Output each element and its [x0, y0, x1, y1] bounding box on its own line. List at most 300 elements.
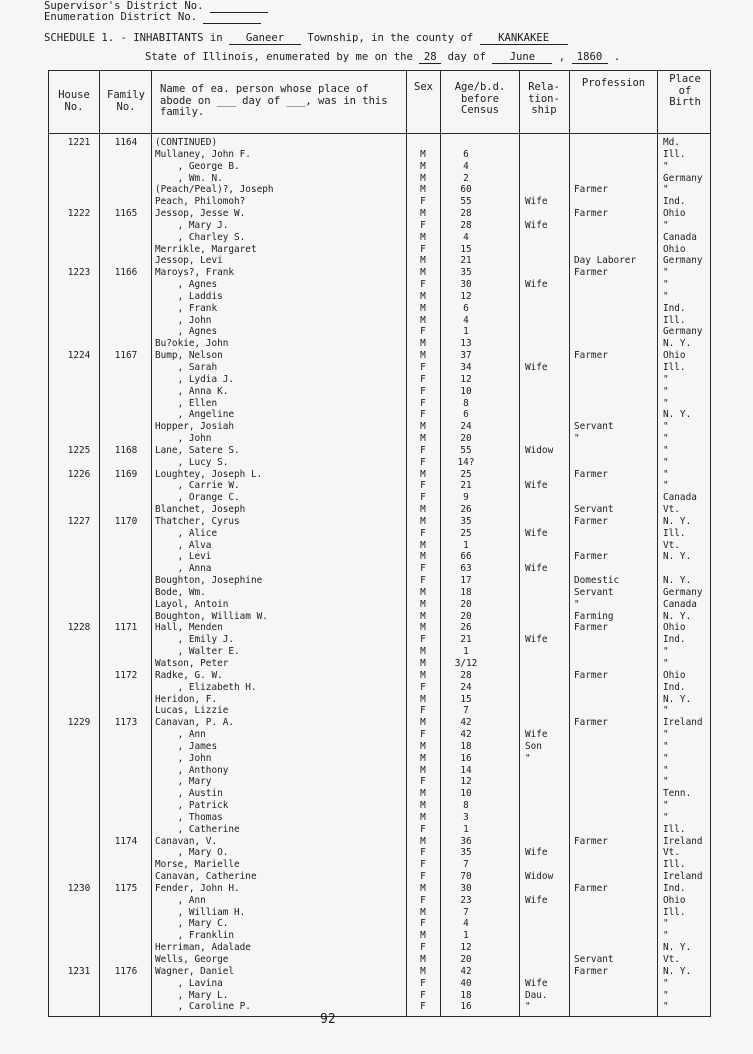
- cell-age: 25: [460, 468, 472, 480]
- cell-birth: ": [663, 385, 669, 397]
- cell-birth: N. Y.: [663, 575, 692, 587]
- cell-sex: F: [420, 942, 426, 954]
- col-header-family: Family No.: [107, 89, 145, 113]
- col-header-sex: Sex: [414, 81, 433, 93]
- header-period: .: [613, 51, 621, 63]
- cell-house: 1226: [67, 468, 91, 480]
- cell-house: 1223: [67, 267, 91, 279]
- cell-birth: N. Y.: [663, 409, 692, 421]
- cell-sex: F: [420, 575, 426, 587]
- cell-birth: Canada: [663, 492, 697, 504]
- cell-profession: Day Laborer: [574, 255, 637, 267]
- cell-name: Bode, Wm.: [155, 586, 206, 598]
- cell-birth: Vt.: [663, 847, 680, 859]
- cell-age: 3: [463, 811, 469, 823]
- cell-name: , Mary J.: [155, 219, 229, 231]
- cell-birth: N. Y.: [663, 965, 692, 977]
- enumeration-district-label: Enumeration District No.: [44, 11, 198, 23]
- cell-sex: M: [420, 290, 426, 302]
- cell-age: 9: [463, 492, 469, 504]
- cell-name: Maroys?, Frank: [155, 267, 235, 279]
- cell-family: 1175: [114, 882, 138, 894]
- cell-birth: N. Y.: [663, 693, 692, 705]
- cell-birth: ": [663, 740, 669, 752]
- cell-birth: N. Y.: [663, 515, 692, 527]
- cell-profession: Servant: [574, 421, 614, 433]
- cell-relation: Wife: [525, 847, 548, 859]
- cell-profession: Farmer: [574, 717, 608, 729]
- cell-birth: Germany: [663, 172, 703, 184]
- cell-age: 42: [460, 729, 472, 740]
- cell-sex: M: [420, 433, 426, 444]
- cell-age: 1: [463, 823, 469, 835]
- cell-sex: M: [420, 314, 426, 326]
- cell-sex: F: [420, 492, 426, 504]
- cell-age: 4: [463, 314, 469, 326]
- cell-name: , Laddis: [155, 290, 223, 302]
- cell-name: , Levi: [155, 551, 212, 563]
- cell-age: 36: [460, 835, 472, 847]
- cell-profession: Domestic: [574, 575, 620, 587]
- cell-relation: Wife: [525, 279, 548, 291]
- cell-birth: ": [663, 279, 669, 291]
- cell-name: , Orange C.: [155, 492, 240, 504]
- cell-birth: Ireland: [663, 717, 703, 729]
- cell-age: 26: [460, 504, 472, 515]
- cell-age: 28: [460, 219, 472, 231]
- page-number: 92: [320, 1012, 336, 1027]
- cell-relation: Wife: [525, 480, 548, 492]
- cell-name: , Anna: [155, 563, 212, 575]
- cell-house: 1224: [67, 350, 91, 362]
- cell-age: 1: [463, 539, 469, 551]
- cell-birth: Ill.: [663, 859, 686, 871]
- cell-birth: Ohio: [663, 243, 686, 255]
- cell-age: 60: [460, 184, 472, 196]
- cell-name: Peach, Philomoh?: [155, 196, 246, 208]
- cell-birth: ": [663, 421, 669, 433]
- cell-name: , Caroline P.: [155, 1001, 251, 1013]
- cell-birth: ": [663, 811, 669, 823]
- enum-year: 1860: [572, 51, 608, 64]
- cell-age: 3/12: [454, 658, 478, 669]
- cell-name: , Thomas: [155, 811, 223, 823]
- cell-name: , Alice: [155, 527, 218, 539]
- cell-sex: F: [420, 527, 426, 539]
- cell-age: 16: [460, 752, 472, 764]
- cell-sex: M: [420, 740, 426, 752]
- cell-birth: Ind.: [663, 634, 686, 646]
- cell-sex: F: [420, 397, 426, 409]
- cell-name: (Peach/Peal)?, Joseph: [155, 184, 274, 196]
- cell-age: 7: [463, 859, 469, 871]
- cell-relation: Son: [525, 740, 542, 752]
- cell-house: 1221: [67, 137, 91, 148]
- cell-sex: M: [420, 965, 426, 977]
- cell-profession: Farmer: [574, 669, 608, 681]
- cell-sex: M: [420, 800, 426, 811]
- cell-birth: ": [663, 800, 669, 811]
- cell-name: , William H.: [155, 906, 246, 918]
- cell-age: 18: [460, 586, 472, 598]
- cell-sex: M: [420, 338, 426, 350]
- cell-birth: ": [663, 480, 669, 492]
- cell-name: , Agnes: [155, 326, 218, 338]
- cell-profession: Farmer: [574, 468, 608, 480]
- cell-birth: ": [663, 397, 669, 409]
- cell-age: 6: [463, 148, 469, 160]
- cell-age: 1: [463, 646, 469, 658]
- cell-name: , Catherine: [155, 823, 240, 835]
- cell-sex: M: [420, 208, 426, 219]
- cell-sex: F: [420, 243, 426, 255]
- cell-sex: M: [420, 267, 426, 279]
- cell-sex: M: [420, 302, 426, 314]
- cell-birth: ": [663, 1001, 669, 1013]
- cell-birth: ": [663, 752, 669, 764]
- cell-relation: ": [525, 1001, 531, 1013]
- enumeration-district-line: [44, 11, 261, 24]
- cell-birth: Ill.: [663, 148, 686, 160]
- cell-age: 14?: [457, 456, 475, 468]
- cell-name: , Wm. N.: [155, 172, 223, 184]
- cell-birth: Ireland: [663, 835, 703, 847]
- cell-name: , Emily J.: [155, 634, 235, 646]
- cell-age: 24: [460, 681, 472, 693]
- cell-name: Bu?okie, John: [155, 338, 229, 350]
- cell-name: Boughton, William W.: [155, 610, 268, 622]
- cell-age: 4: [463, 231, 469, 243]
- cell-name: , Patrick: [155, 800, 229, 811]
- cell-age: 7: [463, 705, 469, 717]
- cell-relation: Widow: [525, 444, 554, 456]
- cell-sex: M: [420, 811, 426, 823]
- cell-name: , Franklin: [155, 930, 235, 942]
- cell-birth: Ohio: [663, 350, 686, 362]
- cell-profession: Servant: [574, 586, 614, 598]
- cell-name: Mullaney, John F.: [155, 148, 251, 160]
- cell-profession: ": [574, 598, 580, 610]
- cell-birth: ": [663, 219, 669, 231]
- cell-birth: Ohio: [663, 669, 686, 681]
- cell-family: 1168: [114, 444, 138, 456]
- cell-birth: N. Y.: [663, 942, 692, 954]
- cell-birth: N. Y.: [663, 610, 692, 622]
- cell-sex: M: [420, 669, 426, 681]
- cell-name: , Frank: [155, 302, 218, 314]
- cell-name: , Alva: [155, 539, 212, 551]
- cell-relation: Wife: [525, 894, 548, 906]
- cell-birth: Canada: [663, 598, 697, 610]
- cell-age: 70: [460, 871, 472, 883]
- cell-birth: Ohio: [663, 208, 686, 219]
- cell-birth: N. Y.: [663, 338, 692, 350]
- cell-sex: M: [420, 598, 426, 610]
- cell-relation: Widow: [525, 871, 554, 883]
- enum-month: June: [492, 51, 552, 64]
- cell-birth: ": [663, 977, 669, 989]
- cell-name: , Ann: [155, 729, 206, 740]
- cell-sex: F: [420, 1001, 426, 1013]
- cell-name: , Agnes: [155, 279, 218, 291]
- cell-age: 15: [460, 693, 472, 705]
- cell-house: 1231: [67, 965, 91, 977]
- cell-name: , Ellen: [155, 397, 218, 409]
- cell-age: 2: [463, 172, 469, 184]
- cell-house: 1229: [67, 717, 91, 729]
- cell-sex: F: [420, 847, 426, 859]
- schedule-line: [44, 32, 568, 45]
- cell-profession: Farmer: [574, 965, 608, 977]
- cell-name: , George B.: [155, 160, 240, 172]
- cell-profession: Farming: [574, 610, 614, 622]
- cell-birth: ": [663, 456, 669, 468]
- day-of-label: day of: [447, 51, 486, 63]
- cell-name: Canavan, Catherine: [155, 871, 257, 883]
- cell-age: 66: [460, 551, 472, 563]
- cell-sex: F: [420, 681, 426, 693]
- cell-birth: Ill.: [663, 823, 686, 835]
- cell-sex: M: [420, 551, 426, 563]
- cell-age: 25: [460, 527, 472, 539]
- cell-sex: F: [420, 871, 426, 883]
- cell-name: , Elizabeth H.: [155, 681, 257, 693]
- cell-age: 37: [460, 350, 472, 362]
- col-header-age: Age/b.d. before Census: [454, 81, 506, 116]
- cell-birth: Germany: [663, 326, 703, 338]
- cell-birth: Canada: [663, 231, 697, 243]
- cell-house: 1225: [67, 444, 91, 456]
- cell-name: , Lavina: [155, 977, 223, 989]
- cell-age: 26: [460, 622, 472, 634]
- cell-sex: F: [420, 385, 426, 397]
- cell-sex: M: [420, 172, 426, 184]
- cell-sex: F: [420, 362, 426, 373]
- cell-house: 1227: [67, 515, 91, 527]
- cell-age: 28: [460, 208, 472, 219]
- cell-birth: ": [663, 658, 669, 669]
- cell-age: 12: [460, 776, 472, 788]
- cell-sex: F: [420, 894, 426, 906]
- cell-sex: M: [420, 350, 426, 362]
- cell-name: Lane, Satere S.: [155, 444, 240, 456]
- cell-birth: Vt.: [663, 539, 680, 551]
- cell-sex: M: [420, 231, 426, 243]
- cell-birth: ": [663, 918, 669, 930]
- cell-name: , Austin: [155, 788, 223, 800]
- cell-name: Jessop, Levi: [155, 255, 223, 267]
- cell-age: 20: [460, 433, 472, 444]
- cell-name: Boughton, Josephine: [155, 575, 263, 587]
- cell-sex: M: [420, 586, 426, 598]
- cell-age: 30: [460, 882, 472, 894]
- cell-sex: M: [420, 752, 426, 764]
- cell-name: , John: [155, 433, 212, 444]
- cell-name: , Lydia J.: [155, 373, 235, 385]
- cell-sex: M: [420, 148, 426, 160]
- cell-name: Jessop, Jesse W.: [155, 208, 246, 219]
- cell-family: 1173: [114, 717, 138, 729]
- cell-profession: Farmer: [574, 622, 608, 634]
- supervisor-district-label: Supervisor's District No.: [44, 0, 204, 12]
- cell-sex: M: [420, 835, 426, 847]
- cell-name: Bump, Nelson: [155, 350, 223, 362]
- cell-name: Blanchet, Joseph: [155, 504, 246, 515]
- cell-profession: Farmer: [574, 835, 608, 847]
- cell-birth: Ohio: [663, 894, 686, 906]
- cell-name: , Mary: [155, 776, 212, 788]
- cell-sex: F: [420, 859, 426, 871]
- county-name: KANKAKEE: [480, 32, 568, 45]
- cell-sex: M: [420, 160, 426, 172]
- cell-birth: Ill.: [663, 906, 686, 918]
- cell-profession: Farmer: [574, 551, 608, 563]
- cell-age: 20: [460, 954, 472, 965]
- cell-birth: Ill.: [663, 314, 686, 326]
- enumeration-district-blank: [203, 11, 261, 24]
- cell-age: 16: [460, 1001, 472, 1013]
- cell-name: Canavan, P. A.: [155, 717, 235, 729]
- cell-name: Morse, Marielle: [155, 859, 240, 871]
- cell-profession: Servant: [574, 954, 614, 965]
- cell-birth: Ind.: [663, 196, 686, 208]
- township-name: Ganeer: [229, 32, 301, 45]
- cell-relation: Wife: [525, 196, 548, 208]
- cell-name: , John: [155, 752, 212, 764]
- cell-family: 1176: [114, 965, 138, 977]
- cell-sex: M: [420, 184, 426, 196]
- cell-age: 15: [460, 243, 472, 255]
- cell-relation: Wife: [525, 977, 548, 989]
- cell-age: 42: [460, 717, 472, 729]
- cell-name: , Lucy S.: [155, 456, 229, 468]
- cell-family: 1174: [114, 835, 138, 847]
- cell-name: (CONTINUED): [155, 137, 218, 148]
- cell-name: , Angeline: [155, 409, 235, 421]
- cell-name: , Walter E.: [155, 646, 240, 658]
- cell-age: 21: [460, 480, 472, 492]
- cell-sex: M: [420, 421, 426, 433]
- cell-profession: Farmer: [574, 515, 608, 527]
- cell-age: 6: [463, 409, 469, 421]
- cell-name: Canavan, V.: [155, 835, 218, 847]
- cell-sex: F: [420, 480, 426, 492]
- col-header-relation: Rela- tion- ship: [528, 81, 560, 116]
- cell-age: 35: [460, 515, 472, 527]
- state-line: State of Illinois, enumerated by me on the 28 day of June , 1860 .: [145, 51, 621, 63]
- cell-house: 1228: [67, 622, 91, 634]
- cell-name: Hopper, Josiah: [155, 421, 235, 433]
- cell-age: 17: [460, 575, 472, 587]
- cell-birth: ": [663, 468, 669, 480]
- cell-relation: ": [525, 752, 531, 764]
- cell-sex: F: [420, 634, 426, 646]
- cell-birth: ": [663, 705, 669, 717]
- cell-age: 20: [460, 610, 472, 622]
- col-header-house: House No.: [58, 89, 90, 113]
- cell-sex: F: [420, 409, 426, 421]
- cell-name: , Mary C.: [155, 918, 229, 930]
- cell-house: 1230: [67, 882, 91, 894]
- cell-age: 35: [460, 847, 472, 859]
- cell-sex: M: [420, 468, 426, 480]
- cell-relation: Wife: [525, 219, 548, 231]
- cell-name: , Anthony: [155, 764, 229, 776]
- cell-family: 1164: [114, 137, 138, 148]
- cell-birth: Germany: [663, 255, 703, 267]
- cell-sex: F: [420, 989, 426, 1001]
- cell-sex: M: [420, 610, 426, 622]
- cell-sex: F: [420, 456, 426, 468]
- cell-family: 1167: [114, 350, 138, 362]
- cell-profession: Farmer: [574, 882, 608, 894]
- cell-sex: M: [420, 717, 426, 729]
- cell-profession: Farmer: [574, 267, 608, 279]
- cell-profession: ": [574, 433, 580, 444]
- cell-name: Heridon, F.: [155, 693, 218, 705]
- cell-name: , Ann: [155, 894, 206, 906]
- cell-birth: Vt.: [663, 504, 680, 515]
- cell-sex: F: [420, 444, 426, 456]
- cell-name: Watson, Peter: [155, 658, 229, 669]
- cell-relation: Wife: [525, 362, 548, 373]
- cell-family: 1170: [114, 515, 138, 527]
- cell-birth: Tenn.: [663, 788, 692, 800]
- cell-relation: Wife: [525, 527, 548, 539]
- cell-age: 18: [460, 740, 472, 752]
- cell-family: 1169: [114, 468, 138, 480]
- cell-sex: M: [420, 658, 426, 669]
- cell-sex: M: [420, 882, 426, 894]
- cell-name: Wells, George: [155, 954, 229, 965]
- col-header-birth: Place of Birth: [669, 73, 701, 108]
- cell-age: 23: [460, 894, 472, 906]
- cell-age: 1: [463, 326, 469, 338]
- cell-sex: M: [420, 930, 426, 942]
- cell-name: Lucas, Lizzie: [155, 705, 229, 717]
- cell-name: , John: [155, 314, 212, 326]
- cell-birth: ": [663, 930, 669, 942]
- cell-birth: Ill.: [663, 527, 686, 539]
- cell-birth: ": [663, 646, 669, 658]
- cell-age: 30: [460, 279, 472, 291]
- cell-name: Thatcher, Cyrus: [155, 515, 240, 527]
- cell-age: 35: [460, 267, 472, 279]
- cell-age: 6: [463, 302, 469, 314]
- cell-sex: M: [420, 646, 426, 658]
- cell-age: 12: [460, 373, 472, 385]
- cell-age: 14: [460, 764, 472, 776]
- cell-birth: Ind.: [663, 681, 686, 693]
- col-header-profession: Profession: [581, 77, 646, 89]
- cell-sex: M: [420, 539, 426, 551]
- cell-age: 8: [463, 800, 469, 811]
- cell-sex: M: [420, 788, 426, 800]
- cell-age: 20: [460, 598, 472, 610]
- cell-name: , Sarah: [155, 362, 218, 373]
- cell-relation: Wife: [525, 563, 548, 575]
- cell-sex: F: [420, 823, 426, 835]
- cell-sex: F: [420, 563, 426, 575]
- cell-birth: ": [663, 444, 669, 456]
- cell-age: 40: [460, 977, 472, 989]
- state-label: State of Illinois, enumerated by me on the: [145, 51, 413, 63]
- cell-age: 1: [463, 930, 469, 942]
- cell-birth: ": [663, 989, 669, 1001]
- cell-family: 1165: [114, 208, 138, 219]
- enum-day: 28: [419, 51, 441, 64]
- cell-birth: Ill.: [663, 362, 686, 373]
